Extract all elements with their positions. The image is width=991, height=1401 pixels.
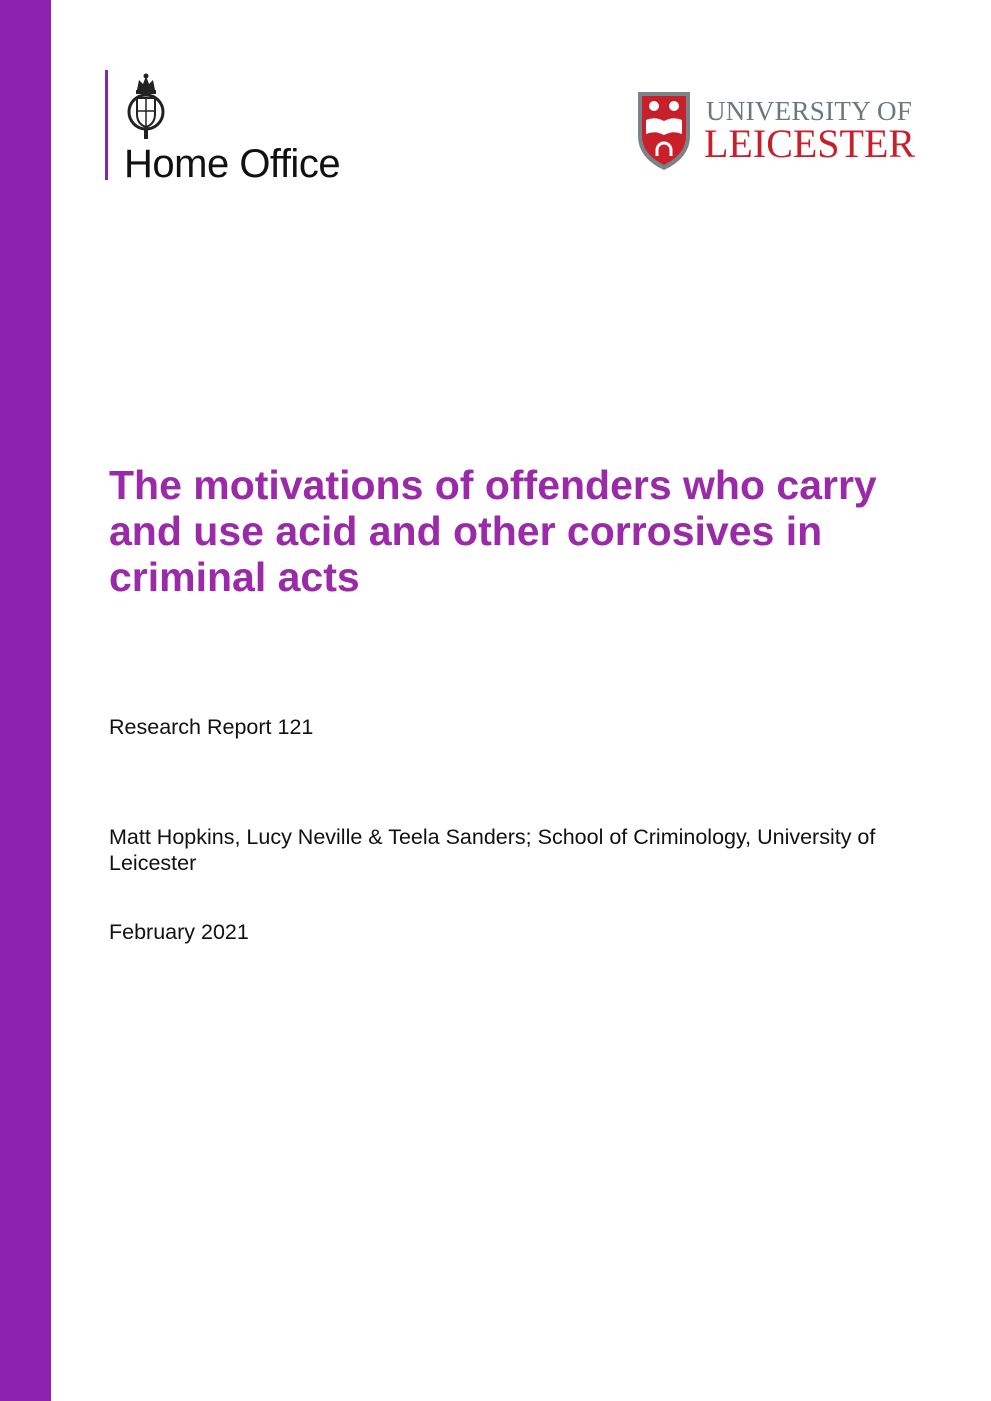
university-of-leicester-logo xyxy=(636,90,916,175)
university-of-text: UNIVERSITY OF xyxy=(706,96,913,126)
logo-divider xyxy=(105,70,108,180)
royal-crest-icon xyxy=(125,72,167,142)
leicester-text: LEICESTER xyxy=(704,121,916,166)
university-shield-icon xyxy=(636,90,692,172)
publication-date: February 2021 xyxy=(109,920,249,944)
home-office-wordmark: Home Office xyxy=(124,142,341,186)
authors: Matt Hopkins, Lucy Neville & Teela Sanders; School of Criminology, University of Leicester xyxy=(109,825,876,875)
side-accent-bar xyxy=(0,0,51,1401)
home-office-logo xyxy=(105,70,365,186)
report-title: The motivations of offenders who carry and use acid and other corrosives in criminal acts xyxy=(109,462,877,600)
report-number: Research Report 121 xyxy=(109,715,314,739)
